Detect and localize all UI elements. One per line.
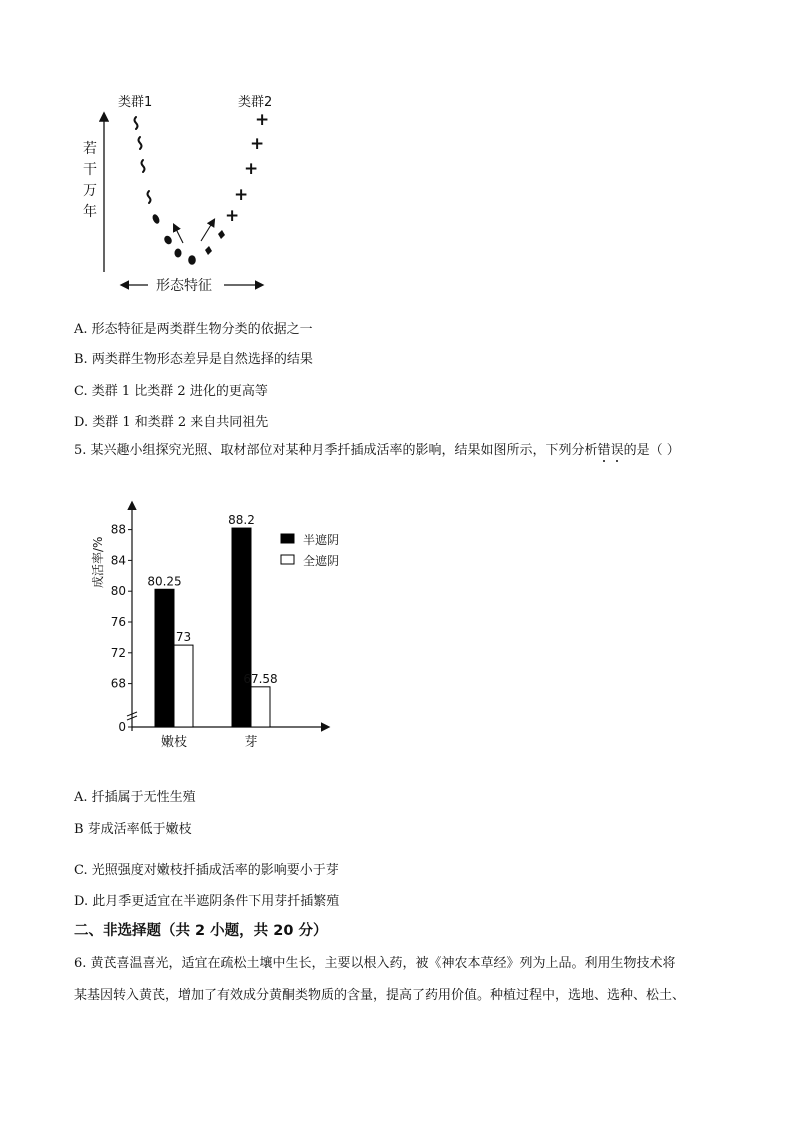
data-label: 67.58 — [243, 671, 278, 686]
q5-stem-prefix: 5. 某兴趣小组探究光照、取材部位对某种月季扦插成活率的影响，结果如图所示，下列分析 — [74, 443, 598, 458]
q5-option-b: B 芽成活率低于嫩枝 — [74, 822, 192, 837]
y-tick-label: 80 — [110, 584, 126, 599]
q5-stem — [74, 439, 680, 458]
x-axis-label: 形态特征 — [156, 278, 212, 294]
svg-text:+: + — [225, 206, 240, 226]
q5-emphasis-char: 误 — [611, 439, 624, 458]
y-tick-label: 84 — [110, 553, 126, 568]
q6-line-2: 某基因转入黄芪，增加了有效成分黄酮类物质的含量，提高了药用价值。种植过程中，选地、选种、松土、 — [74, 988, 686, 1003]
evolution-diagram — [70, 86, 290, 301]
survival-rate-chart — [85, 498, 345, 758]
group1-blobs — [151, 213, 196, 265]
y-axis-char: 若 — [83, 141, 97, 157]
q4-option-c: C. 类群 1 比类群 2 进化的更高等 — [74, 384, 268, 399]
y-tick-label: 76 — [110, 615, 126, 629]
group2-blobs — [205, 230, 225, 255]
bar — [232, 528, 251, 727]
svg-text:+: + — [234, 185, 249, 205]
svg-text:+: + — [250, 134, 265, 154]
y-ticks — [111, 523, 132, 734]
q5-emphasis-char: 错 — [598, 439, 611, 458]
q4-option-a: A. 形态特征是两类群生物分类的依据之一 — [74, 322, 313, 337]
bars — [155, 528, 270, 727]
data-label: 80.25 — [147, 574, 182, 589]
category-label: 芽 — [244, 735, 258, 750]
divergence-arrow-right — [201, 220, 214, 241]
svg-text:+: + — [244, 159, 259, 179]
q5-stem-suffix: 的是（ ） — [623, 443, 680, 458]
y-tick-label: 0 — [118, 720, 126, 734]
y-tick-label: 72 — [110, 645, 126, 660]
y-tick-label: 68 — [110, 676, 126, 691]
q5-option-a: A. 扦插属于无性生殖 — [74, 790, 196, 805]
section-2-title: 二、非选择题（共 2 小题，共 20 分） — [74, 923, 328, 939]
group1-marks — [135, 117, 151, 203]
divergence-arrow-left — [174, 225, 183, 243]
legend-swatch-series-2 — [281, 555, 294, 564]
evolution-figure — [70, 86, 290, 301]
q5-option-d: D. 此月季更适宜在半遮阴条件下用芽扦插繁殖 — [74, 894, 340, 909]
y-tick-label: 88 — [110, 522, 126, 537]
y-axis-char: 年 — [83, 204, 97, 220]
data-label: 88.2 — [228, 513, 255, 528]
bar — [174, 645, 193, 727]
q6-line-1: 6. 黄芪喜温喜光，适宜在疏松土壤中生长，主要以根入药，被《神农本草经》列为上品。利用生物技术将 — [74, 956, 676, 971]
group2-marks — [225, 110, 269, 226]
legend-label-series-1: 半遮阴 — [303, 533, 340, 547]
y-axis-char: 干 — [83, 162, 97, 178]
legend-swatch-series-1 — [281, 534, 294, 543]
y-axis-label: 成活率/% — [91, 536, 105, 588]
q4-option-d: D. 类群 1 和类群 2 来自共同祖先 — [74, 415, 269, 430]
bar — [155, 589, 174, 727]
legend — [281, 532, 339, 568]
svg-text:+: + — [255, 110, 270, 130]
y-axis-char: 万 — [83, 183, 97, 199]
group1-label: 类群1 — [118, 95, 153, 110]
category-labels — [161, 734, 258, 750]
q4-option-b: B. 两类群生物形态差异是自然选择的结果 — [74, 352, 313, 367]
category-label: 嫩枝 — [160, 735, 188, 750]
legend-label-series-2: 全遮阴 — [303, 554, 340, 568]
bar — [251, 687, 270, 727]
q5-option-c: C. 光照强度对嫩枝扦插成活率的影响要小于芽 — [74, 863, 339, 878]
bar-chart-svg — [85, 498, 345, 758]
group2-label: 类群2 — [238, 95, 273, 110]
data-label: 73 — [175, 630, 192, 645]
